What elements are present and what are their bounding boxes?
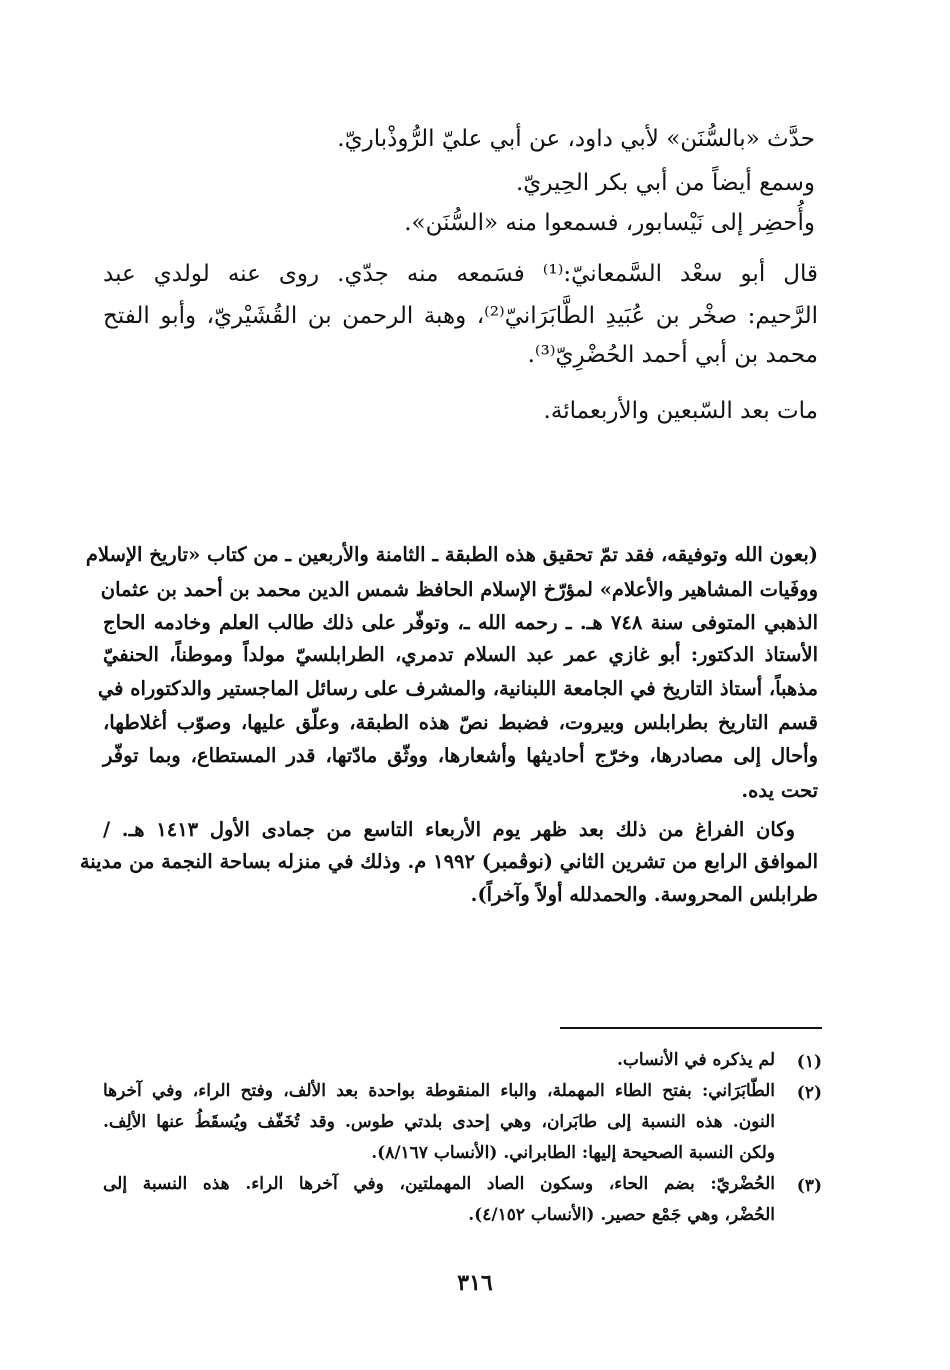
text-line: وأُحضِر إلى نَيْسابور، فسمعوا منه «السُّنَن». [404, 210, 815, 236]
colophon-line: ووفَيات المشاهير والأعلام» لمؤرّخ الإسلام الحافظ شمس الدين محمد بن أحمد بن عثمان [100, 578, 818, 601]
text-line: محمد بن أبي أحمد الحُضْرِيّ⁽³⁾. [527, 342, 818, 368]
colophon-line: تحت يده. [741, 779, 818, 802]
footnote-line: النون. هذه النسبة إلى طابَران، وهي إحدى بلدتي طوس. وقد تُخَفّف ويُسقَطُ عنها الألِف. [103, 1112, 775, 1132]
page-number: ٣١٦ [457, 1270, 493, 1296]
footnote-line: لم يذكره في الأنساب. [617, 1050, 775, 1070]
footnote-rule [560, 1027, 822, 1029]
colophon-line: الموافق الرابع من تشرين الثاني (نوڤمبر) ١٩٩٢ م. وذلك في منزله بساحة النجمة من مدينة [79, 850, 818, 873]
colophon-line: طرابلس المحروسة. والحمدلله أولاً وآخراً). [470, 883, 818, 906]
footnote-line: ولكن النسبة الصحيحة إليها: الطابراني. (الأنساب ٨/١٦٧). [371, 1143, 775, 1163]
text-line: الرَّحيم: صخْر بن عُبَيدِ الطَّابَرَانيّ⁽²⁾، وهبة الرحمن بن القُشَيْريّ، وأبو الفتح [103, 303, 818, 329]
colophon-line: (بعون الله وتوفيقه، فقد تمّ تحقيق هذه الطبقة ـ الثامنة والأربعين ـ من كتاب «تاريخ الإسلام [85, 543, 818, 566]
footnote-line: الحُضْريّ: بضم الحاء، وسكون الصاد المهملتين، وفي آخرها الراء. هذه النسبة إلى [103, 1174, 775, 1194]
colophon-line: الذهبي المتوفى سنة ٧٤٨ هـ. ـ رحمه الله ـ، وتوفّر على ذلك طالب العلم وخادمه الحاج [103, 611, 818, 634]
colophon-line: وكان الفراغ من ذلك بعد ظهر يوم الأربعاء التاسع من جمادى الأول ١٤١٣ هـ. / [103, 818, 795, 841]
colophon-line: قسم التاريخ بطرابلس وبيروت، فضبط نصّ هذه الطبقة، وعلّق عليها، وصوّب أغلاطها، [103, 711, 818, 734]
colophon-line: وأحال إلى مصادرها، وخرّج أحاديثها وأشعارها، ووثّق مادّتها، قدر المستطاع، وبما توفّر [103, 744, 818, 767]
footnote-number: (٢) [796, 1083, 822, 1103]
footnote-number: (٣) [796, 1176, 822, 1196]
colophon-line: الأستاذ الدكتور: أبو غازي عمر عبد السلام تدمري، الطرابلسيّ مولداً وموطناً، الحنفيّ [103, 643, 818, 666]
footnote-line: الحُضْر، وهي جَمْع حصير. (الأنساب ٤/١٥٢). [468, 1205, 775, 1225]
footnote-number: (١) [796, 1052, 822, 1072]
colophon-line: مذهباً، أستاذ التاريخ في الجامعة اللبنانية، والمشرف على رسائل الماجستير والدكتوراه في [97, 677, 818, 700]
text-line: قال أبو سعْد السَّمعانيّ:⁽¹⁾ فسَمعه منه جدّي. روى عنه لولدي عبد [103, 261, 818, 287]
text-line: وسمع أيضاً من أبي بكر الحِيريّ. [516, 170, 815, 196]
text-line: حدَّث «بالسُّنَن» لأبي داود، عن أبي عليّ الرُّوذْباريّ. [337, 126, 815, 152]
text-line: مات بعد السّبعين والأربعمائة. [543, 398, 818, 424]
footnote-line: الطّابَرَاني: بفتح الطاء المهملة، والباء المنقوطة بواحدة بعد الألف، وفتح الراء، وفي آخرها [103, 1081, 775, 1101]
